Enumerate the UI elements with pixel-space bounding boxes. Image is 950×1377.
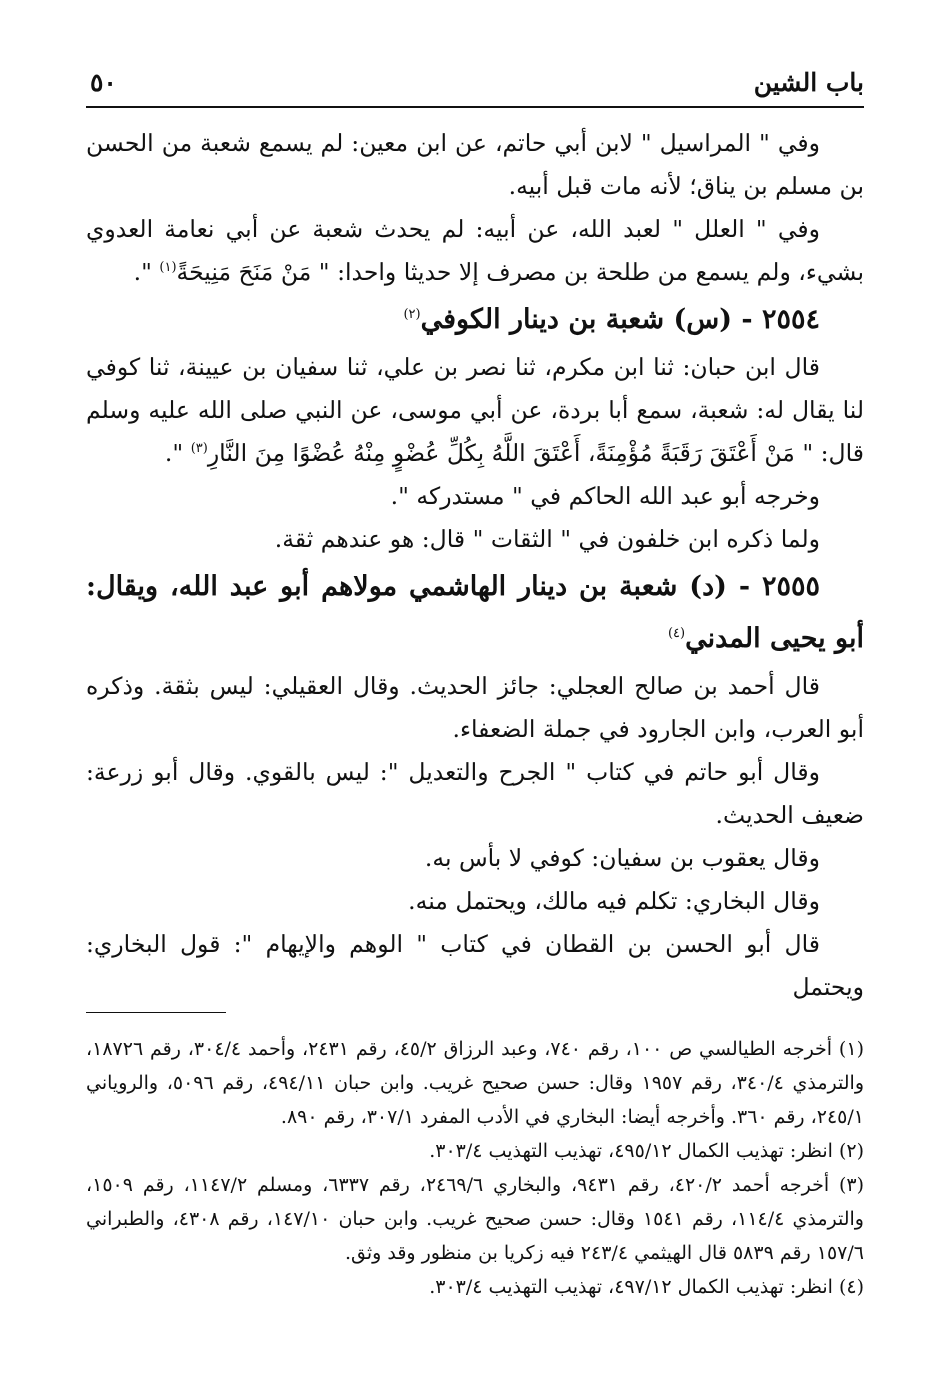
paragraph: وخرجه أبو عبد الله الحاكم في " مستدركه ".: [390, 482, 820, 510]
book-page: [86, 60, 865, 1298]
footnote-marker: (٣): [190, 441, 208, 457]
footnote-marker: (٢): [403, 307, 421, 322]
paragraph: وقال أبو حاتم في كتاب " الجرح والتعديل ": ليس بالقوي. وقال أبو زرعة: ضعيف الحديث.: [86, 758, 864, 829]
footnotes: [86, 1032, 864, 1304]
paragraph: قال أحمد بن صالح العجلي: جائز الحديث. وقال العقيلي: ليس بثقة. وذكره أبو العرب، وابن الجارود في جملة الضعفاء.: [86, 672, 864, 743]
footnote-marker: (١): [159, 260, 177, 276]
paragraph: قال ابن حبان: ثنا ابن مكرم، ثنا نصر بن علي، ثنا سفيان بن عيينة، ثنا كوفي لنا يقال له: شعبة، سمع أبا بردة، عن أبي موسى، عن النبي صلى الله عليه وسلم قال: " مَنْ أَعْتَقَ رَقَبَةً مُؤْمِنَةً، أَعْتَقَ اللَّهُ بِكُلِّ عُضْوٍ مِنْهُ عُضْوًا مِنَ النَّارِ$^{(٣)}$ ".: [86, 353, 864, 467]
chapter-title: باب الشين: [753, 68, 864, 97]
paragraph: وفي " المراسيل " لابن أبي حاتم، عن ابن معين: لم يسمع شعبة من الحسن بن مسلم بن يناق؛ لأنه مات قبل أبيه.: [86, 129, 864, 200]
paragraph: ولما ذكره ابن خلفون في " الثقات " قال: هو عندهم ثقة.: [274, 525, 820, 553]
footnote: (٣) أخرجه أحمد ٤٢٠/٢، رقم ٩٤٣١، والبخاري ٢٤٦٩/٦، رقم ٦٣٣٧، ومسلم ١١٤٧/٢، رقم ١٥٠٩، والترمذي ١١٤/٤، رقم ١٥٤١ وقال: حسن صحيح غريب. وابن حبان ١٤٧/١٠، رقم ٤٣٠٨، والطبراني ١٥٧/٦ رقم ٥٨٣٩ قال الهيثمي ٢٤٣/٤ فيه زكريا بن منظور وقد وثق.: [86, 1174, 865, 1264]
page-number: ٥٠: [90, 68, 117, 97]
paragraph: قال أبو الحسن بن القطان في كتاب " الوهم والإيهام ": قول البخاري: ويحتمل: [86, 930, 864, 1001]
paragraph: وفي " العلل " لعبد الله، عن أبيه: لم يحدث شعبة عن أبي نعامة العدوي بشيء، ولم يسمع من طلحة بن مصرف إلا حديثا واحدا: " مَنْ مَنَحَ مَنِيحَةً$^{(١)}$ ".: [86, 215, 864, 286]
footnote: (٤) انظر: تهذيب الكمال ٤٩٧/١٢، تهذيب التهذيب ٣٠٣/٤.: [429, 1276, 864, 1298]
paragraph: وقال يعقوب بن سفيان: كوفي لا بأس به.: [424, 844, 820, 872]
footnote: (١) أخرجه الطيالسي ص ١٠٠، رقم ٧٤٠، وعبد الرزاق ٤٥/٢، رقم ٢٤٣١، وأحمد ٣٠٤/٤، رقم ١٨٧٢٦، والترمذي ٣٤٠/٤، رقم ١٩٥٧ وقال: حسن صحيح غريب. وابن حبان ٤٩٤/١١، رقم ٥٠٩٦، والروياني ٢٤٥/١، رقم ٣٦٠. وأخرجه أيضا: البخاري في الأدب المفرد ٣٠٧/١، رقم ٨٩٠.: [86, 1038, 865, 1128]
entry-heading: ٢٥٥٤ - (س) شعبة بن دينار الكوفي$^{(٢)}$: [403, 304, 820, 335]
footnote: (٢) انظر: تهذيب الكمال ٤٩٥/١٢، تهذيب التهذيب ٣٠٣/٤.: [429, 1140, 864, 1162]
main-text: [86, 122, 864, 1009]
paragraph: وقال البخاري: تكلم فيه مالك، ويحتمل منه.: [408, 887, 820, 915]
page-header: [86, 60, 864, 108]
entry-heading: ٢٥٥٥ - (د) شعبة بن دينار الهاشمي مولاهم أبو عبد الله، ويقال: أبو يحيى المدني$^{(٤)}$: [86, 571, 864, 654]
footnote-marker: (٤): [667, 626, 686, 641]
footnote-divider: [86, 1012, 226, 1013]
